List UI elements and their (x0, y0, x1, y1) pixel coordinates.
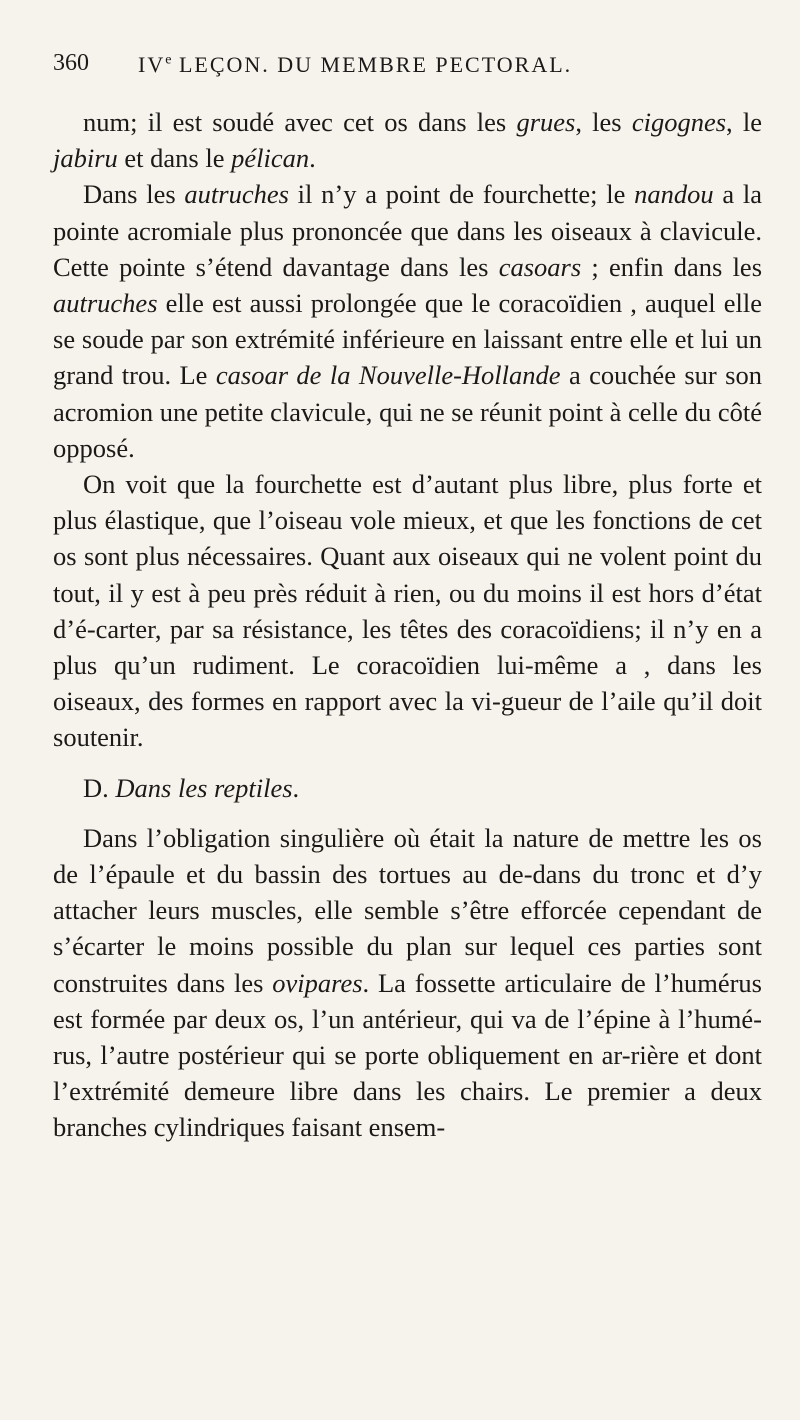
italic-term: ovipares (272, 967, 363, 998)
page-header (53, 50, 760, 90)
italic-term: autruches (53, 288, 158, 319)
paragraph (53, 176, 762, 466)
text-run: elle est aussi prolongée que le coracoïdien , auquel elle se soude par son extrémité inférieure en laissant entre elle et lui un grand trou. Le (53, 288, 762, 391)
running-title-text: LEÇON. DU MEMBRE PECTORAL. (171, 52, 573, 77)
text-run: , les (575, 107, 632, 137)
text-run: . (309, 143, 316, 174)
italic-term: cigognes (631, 107, 727, 137)
text-run: . La fossette articulaire de l’humérus est formée par deux os, l’un antérieur, qui va de l’épine à l’humé-rus, l’autre postérieur qui se porte obliquement en ar-rière et dont l’extrémité demeure libre dans les chairs. Le premier a deux branches cylindriques faisant ensem- (53, 967, 762, 1143)
text-run: ; enfin dans les (581, 251, 763, 282)
italic-term: pélican (231, 143, 310, 174)
italic-term: nandou (634, 179, 714, 210)
italic-term: casoar de la Nouvelle-Hollande (215, 360, 561, 391)
text-run: D. (83, 772, 116, 803)
text-run: On voit que la fourchette est d’autant plus libre, plus forte et plus élastique, que l’oiseau vole mieux, et que les fonctions de cet os sont plus nécessaires. Quant aux oiseaux qui ne volent point du tout, il y est à peu près réduit à rien, ou du moins il est hors d’état d’é-carter, par sa résistance, les têtes des coracoïdiens; il n’y en a plus qu’un rudiment. Le coracoïdien lui-même a , dans les oiseaux, des formes en rapport avec la vi-gueur de l’aile qu’il doit soutenir. (53, 469, 762, 753)
text-run: num; il est soudé avec cet os dans les (83, 107, 517, 137)
text-run: et dans le (117, 143, 232, 174)
running-title (138, 52, 572, 78)
text-run: Dans les (83, 179, 185, 210)
text-run: Dans l’obligation singulière où était la nature de mettre les os de l’épaule et du bassin des tortues au de-dans du tronc et d’y attacher leurs muscles, elle semble s’être efforcée cependant de s’écarter le moins possible du plan sur lequel ces parties sont construites dans les (53, 822, 762, 998)
lesson-superscript: e (165, 52, 172, 68)
section-heading (53, 770, 762, 806)
italic-term: autruches (184, 179, 289, 210)
paragraph (53, 104, 762, 176)
paragraph (53, 466, 762, 756)
page-number: 360 (53, 50, 89, 76)
italic-term: Dans les reptiles (115, 772, 293, 803)
paragraph (53, 820, 762, 1146)
lesson-number: IV (138, 52, 166, 77)
italic-term: jabiru (53, 143, 118, 174)
text-run: il n’y a point de fourchette; le (288, 179, 635, 210)
italic-term: casoars (498, 251, 582, 282)
text-run: a couchée sur son acromion une petite clavicule, qui ne se réunit point à celle du côté opposé. (53, 360, 762, 463)
body-text (53, 104, 762, 1146)
text-run: , le (726, 107, 762, 137)
italic-term: grues (516, 107, 576, 137)
text-run: . (292, 772, 300, 803)
text-run: a la pointe acromiale plus prononcée que dans les oiseaux à clavicule. Cette pointe s’étend davantage dans les (53, 179, 762, 282)
